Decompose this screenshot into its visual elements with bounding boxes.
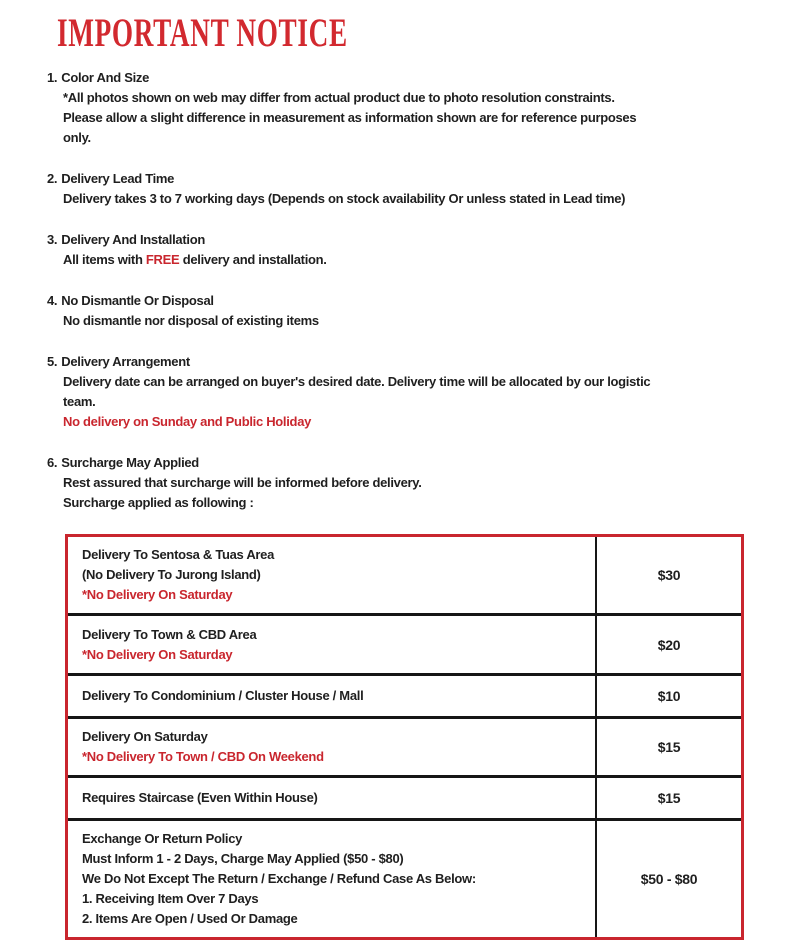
section-number: 2. [47,171,58,186]
notice-list [47,68,790,513]
row-description [68,616,595,673]
row-line: Must Inform 1 - 2 Days, Charge May Applied ($50 - $80) [82,851,404,866]
table-row-2 [68,613,741,673]
text-segment: Surcharge applied as following : [63,495,254,510]
section-title: Color And Size [61,70,150,85]
row-price: $50 - $80 [595,821,741,937]
section-heading [47,230,790,250]
notice-section-5 [47,352,790,432]
section-heading [47,169,790,189]
row-line: Delivery To Condominium / Cluster House / Mall [82,688,364,703]
notice-section-3 [47,230,790,270]
table-row-3 [68,673,741,716]
text-segment: Delivery date can be arranged on buyer's desired date. Delivery time will be allocated by our logistic [63,374,651,389]
section-line [47,88,790,108]
row-line: Delivery To Town & CBD Area [82,626,257,642]
table-row-4 [68,716,741,775]
row-description [68,821,595,937]
row-description [68,778,595,818]
section-heading [47,352,790,372]
section-line [47,392,790,412]
row-line: *No Delivery On Saturday [82,646,233,662]
row-line: Exchange Or Return Policy [82,831,243,846]
row-line: Requires Staircase (Even Within House) [82,790,318,805]
section-line [47,493,790,513]
row-price: $10 [595,676,741,716]
section-heading [47,68,790,88]
page-title: IMPORTANT NOTICE [57,10,348,55]
text-segment: No delivery on Sunday and Public Holiday [63,414,312,429]
section-title: Delivery And Installation [61,232,205,247]
row-description [68,537,595,613]
notice-section-2 [47,169,790,209]
section-line [47,189,790,209]
row-price: $20 [595,616,741,673]
row-line: Delivery To Sentosa & Tuas Area [82,547,275,562]
section-line [47,250,790,270]
section-heading [47,291,790,311]
row-line: *No Delivery To Town / CBD On Weekend [82,749,324,764]
row-line: *No Delivery On Saturday [82,587,233,602]
notice-section-4 [47,291,790,331]
surcharge-table [65,534,744,940]
table-row-6 [68,818,741,937]
row-line: Delivery On Saturday [82,729,208,744]
text-segment: team. [63,394,96,409]
section-number: 5. [47,354,58,369]
row-line: 1. Receiving Item Over 7 Days [82,891,259,906]
text-segment: Delivery takes 3 to 7 working days (Depends on stock availability Or unless stated in Lead time) [63,191,626,206]
text-segment: FREE [145,252,180,267]
section-number: 4. [47,293,58,308]
row-price: $15 [595,778,741,818]
row-description [68,676,595,716]
section-title: No Dismantle Or Disposal [61,293,214,308]
notice-section-6 [47,453,790,513]
section-line [47,473,790,493]
row-description [68,719,595,775]
row-line: 2. Items Are Open / Used Or Damage [82,911,298,926]
table-row-5 [68,775,741,818]
section-line [47,128,790,148]
section-line [47,108,790,128]
notice-section-1 [47,68,790,148]
section-line [47,311,790,331]
text-segment: Please allow a slight difference in measurement as information shown are for reference purposes [63,110,637,125]
section-line [47,412,790,432]
section-number: 3. [47,232,58,247]
row-line: We Do Not Except The Return / Exchange / Refund Case As Below: [82,871,476,886]
section-line [47,372,790,392]
text-segment: *All photos shown on web may differ from actual product due to photo resolution constraints. [63,90,615,105]
section-title: Delivery Arrangement [61,354,190,369]
section-title: Delivery Lead Time [61,171,175,186]
text-segment: No dismantle nor disposal of existing items [63,313,319,328]
section-heading [47,453,790,473]
text-segment: only. [63,130,91,145]
text-segment: delivery and installation. [179,252,327,267]
table-row-1 [68,537,741,613]
section-number: 6. [47,455,58,470]
text-segment: All items with [63,252,146,267]
section-number: 1. [47,70,58,85]
text-segment: Rest assured that surcharge will be informed before delivery. [63,475,422,490]
row-price: $15 [595,719,741,775]
row-price: $30 [595,537,741,613]
section-title: Surcharge May Applied [61,455,199,470]
row-line: (No Delivery To Jurong Island) [82,567,261,582]
